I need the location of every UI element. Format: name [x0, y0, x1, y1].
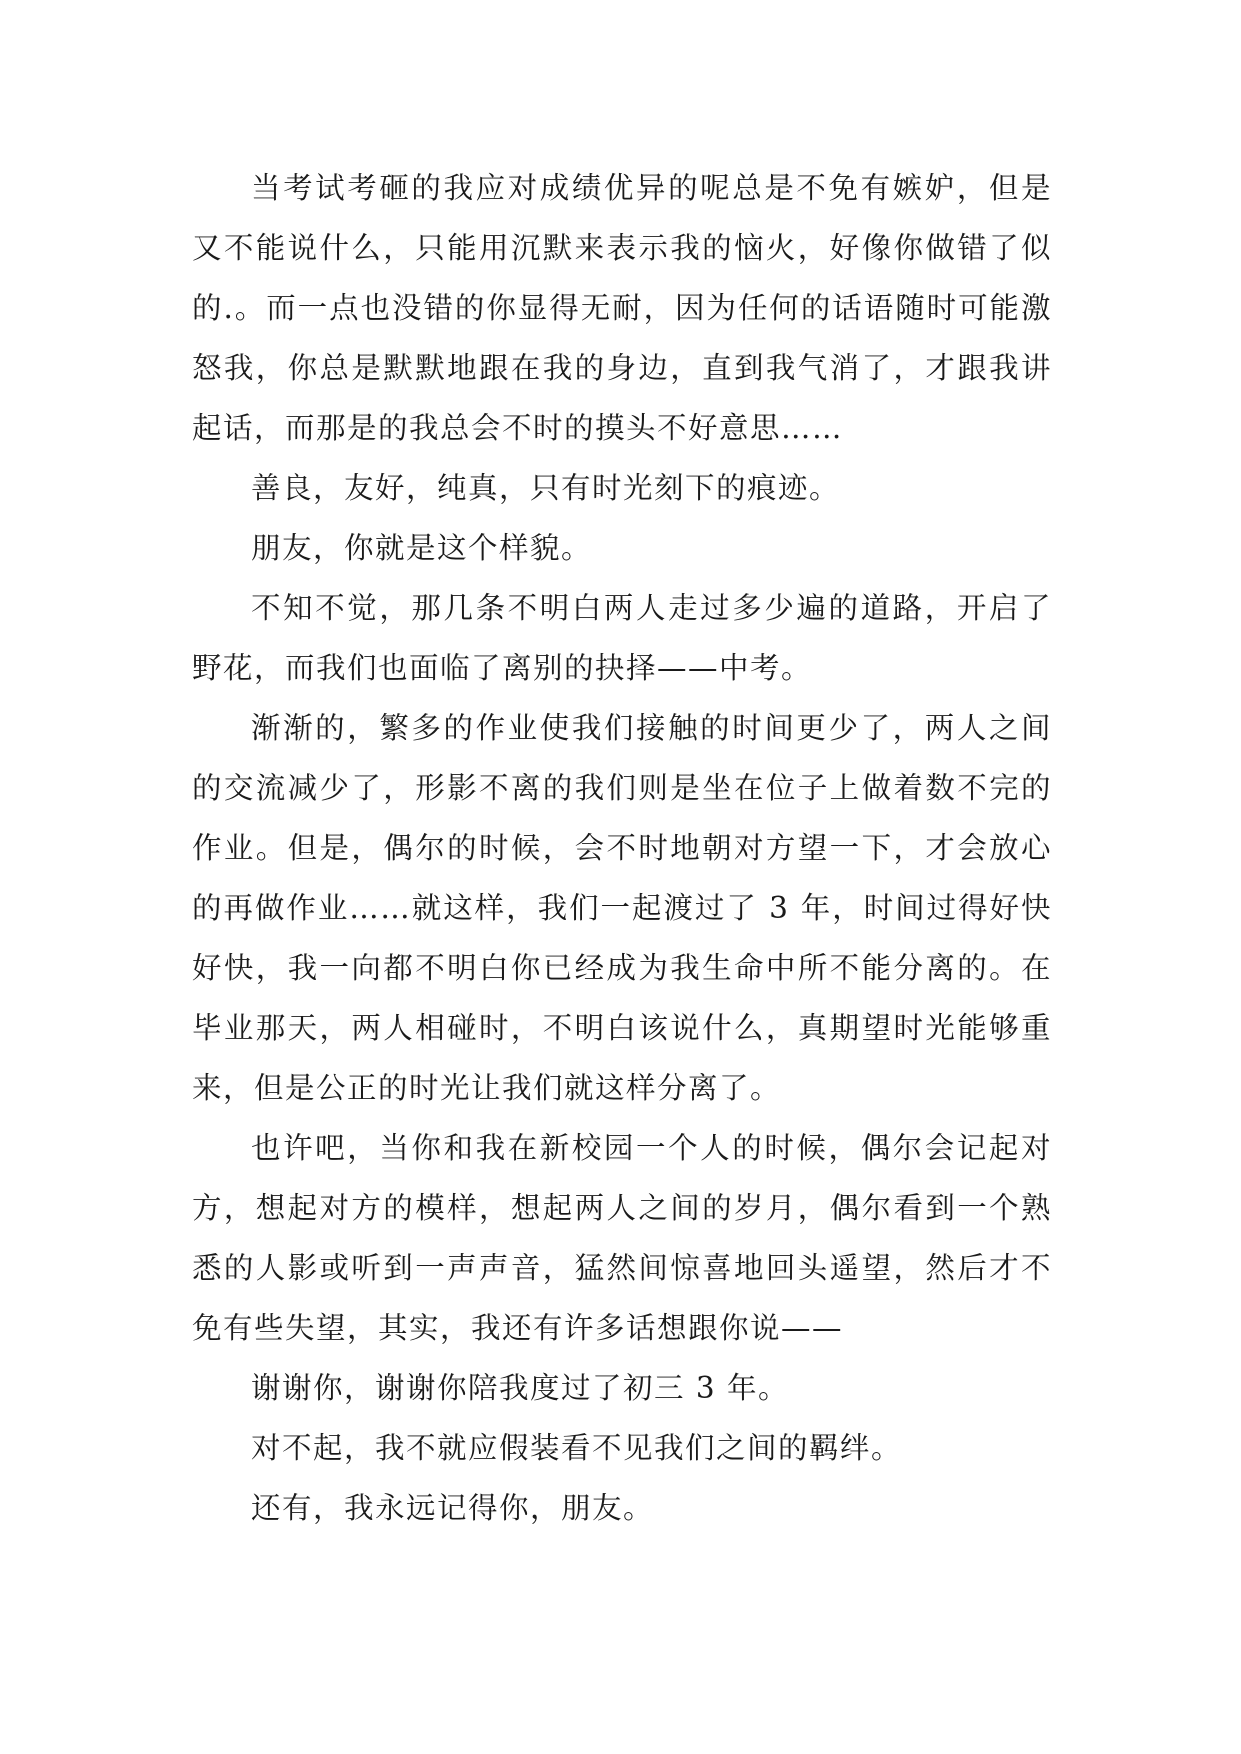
paragraph: 也许吧，当你和我在新校园一个人的时候，偶尔会记起对方，想起对方的模样，想起两人之间的岁月，偶尔看到一个熟悉的人影或听到一声声音，猛然间惊喜地回头遥望，然后才不免有些失望，其实，我还有许多话想跟你说—— [192, 1131, 1052, 1345]
paragraph: 不知不觉，那几条不明白两人走过多少遍的道路，开启了野花，而我们也面临了离别的抉择——中考。 [192, 591, 1052, 685]
paragraph: 当考试考砸的我应对成绩优异的呢总是不免有嫉妒，但是又不能说什么，只能用沉默来表示我的恼火，好像你做错了似的.。而一点也没错的你显得无耐，因为任何的话语随时可能激怒我，你总是默默地跟在我的身边，直到我气消了，才跟我讲起话，而那是的我总会不时的摸头不好意思…… [192, 171, 1052, 445]
paragraph: 谢谢你，谢谢你陪我度过了初三 3 年。 [251, 1371, 790, 1405]
paragraph: 还有，我永远记得你，朋友。 [251, 1491, 655, 1525]
paragraph: 朋友，你就是这个样貌。 [251, 531, 593, 565]
paragraph: 善良，友好，纯真，只有时光刻下的痕迹。 [251, 471, 841, 505]
paragraph: 渐渐的，繁多的作业使我们接触的时间更少了，两人之间的交流减少了，形影不离的我们则是坐在位子上做着数不完的作业。但是，偶尔的时候，会不时地朝对方望一下，才会放心的再做作业……就这样，我们一起渡过了 3 年，时间过得好快好快，我一向都不明白你已经成为我生命中所不能分离的。在毕业那天，两人相碰时，不明白该说什么，真期望时光能够重来，但是公正的时光让我们就这样分离了。 [192, 711, 1052, 1105]
paragraph: 对不起，我不就应假装看不见我们之间的羁绊。 [251, 1431, 903, 1465]
document-body [192, 158, 1052, 1538]
